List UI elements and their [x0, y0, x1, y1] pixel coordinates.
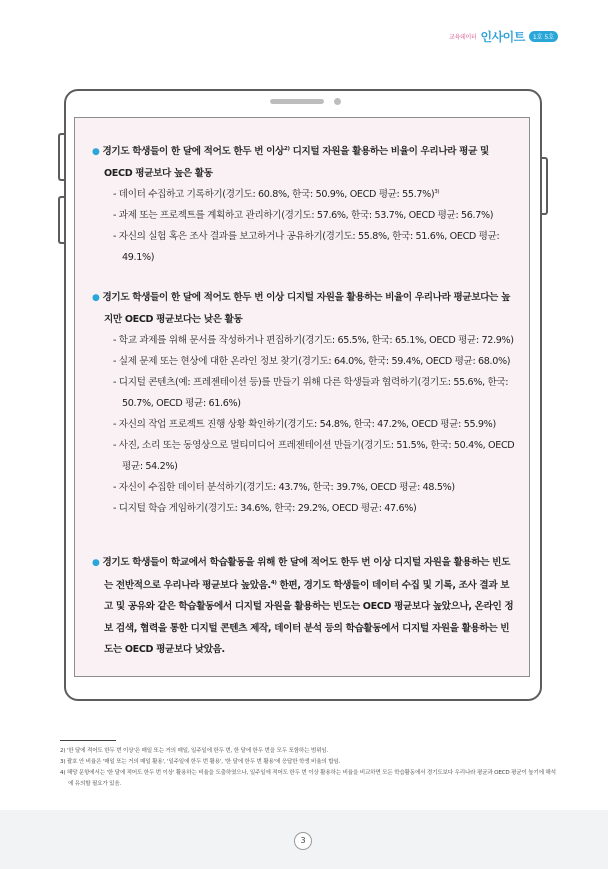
- footnote: 4) 해당 문항에서는 '한 달에 적어도 한두 번 이상' 활용하는 비율을 도출하였으나, 일주일에 적어도 한두 번 이상 활용하는 비율을 비교하면 모든 학습활동에서 경기도보다 우리나라 평균과 OECD 평균이 높기에 해석에 유의할 필요가 있음.: [60, 770, 556, 787]
- footnote: 2) '한 달에 적어도 한두 번 이상'은 매일 또는 거의 매일, 일주일에 한두 번, 한 달에 한두 번을 모두 포함하는 범위임.: [60, 748, 329, 754]
- list-item: - 실제 문제 또는 현상에 대한 온라인 정보 찾기(경기도: 64.0%, 한국: 59.4%, OECD 평균: 68.0%): [113, 356, 511, 367]
- brand-logo: [449, 28, 558, 45]
- findings-section-between-averages: [92, 287, 516, 519]
- list-item-text: - 데이터 수집하고 기록하기(경기도: 60.8%, 한국: 50.9%, OECD 평균: 55.7%): [113, 189, 435, 200]
- list-item: - 자신의 실험 혹은 조사 결과를 보고하거나 공유하기(경기도: 55.8%, 한국: 51.6%, OECD 평균: 49.1%): [113, 231, 500, 263]
- bullet-icon: ●: [92, 558, 100, 568]
- lead-text: 경기도 학생들이 한 달에 적어도 한두 번 이상 디지털 자원을 활용하는 비율이 우리나라 평균보다는 높지만 OECD 평균보다는 낮은 활동: [102, 292, 510, 325]
- tablet-camera: [334, 98, 341, 105]
- summary-text-a: 경기도 학생들이 학교에서 학습활동을 위해 한 달에 적어도 한두 번 이상 디지털 자원을 활용하는 빈도는 전반적으로 우리나라 평균보다 높았음.: [102, 557, 510, 591]
- list-item: - 디지털 콘텐츠(예: 프레젠테이션 등)를 만들기 위해 다른 학생들과 협력하기(경기도: 55.6%, 한국: 50.7%, OECD 평균: 61.6%): [113, 377, 509, 409]
- bullet-icon: ●: [92, 147, 100, 157]
- list-item: - 학교 과제를 위해 문서를 작성하거나 편집하기(경기도: 65.5%, 한국: 65.1%, OECD 평균: 72.9%): [113, 335, 514, 346]
- section-lead: [92, 141, 516, 184]
- issue-badge: 1호 5호: [529, 31, 558, 42]
- bullet-icon: ●: [92, 293, 100, 303]
- list-item: [102, 184, 516, 205]
- lead-text: 디지털 자원을 활용하는 비율이 우리나라 평균 및 OECD 평균보다 높은 활동: [104, 146, 489, 179]
- brand-title: 인사이트: [480, 30, 525, 44]
- tablet-speaker: [270, 99, 324, 104]
- footnotes: [60, 746, 560, 790]
- summary-text-b: 한편, 경기도 학생들이 데이터 수집 및 기록, 조사 결과 보고 및 공유와 같은 학습활동에서 디지털 자원을 활용하는 빈도는 OECD 평균보다 높았으나, 온라인 정보 검색, 협력을 통한 디지털 콘텐츠 제작, 데이터 분석 등의 학습활동에서 디지털 자원을 활용하는 빈도는 OECD 평균보다 낮았음.: [104, 579, 514, 655]
- page-number: 3: [294, 832, 312, 850]
- summary-text: [92, 552, 516, 661]
- section-lead: [92, 287, 516, 330]
- footnote-ref: 2): [283, 146, 290, 152]
- lead-text: 경기도 학생들이 한 달에 적어도 한두 번 이상: [102, 146, 284, 157]
- list-item: - 사진, 소리 또는 동영상으로 멀티미디어 프레젠테이션 만들기(경기도: 51.5%, 한국: 50.4%, OECD 평균: 54.2%): [113, 440, 515, 472]
- footnote: 3) 괄호 안 비율은 '매일 또는 거의 매일 활용', '일주일에 한두 번 활용', '한 달에 한두 번 활용'에 응답한 학생 비율의 합임.: [60, 759, 341, 765]
- list-item: - 과제 또는 프로젝트를 계획하고 관리하기(경기도: 57.6%, 한국: 53.7%, OECD 평균: 56.7%): [113, 210, 494, 221]
- list-item: - 자신이 수집한 데이터 분석하기(경기도: 43.7%, 한국: 39.7%, OECD 평균: 48.5%): [113, 482, 455, 493]
- findings-section-above-average: [92, 141, 516, 268]
- footnote-divider: [60, 740, 116, 741]
- summary-section: [92, 552, 516, 661]
- footnote-ref: 3): [434, 189, 440, 195]
- brand-subtitle: 교육데이터: [449, 34, 477, 41]
- list-item: - 자신의 작업 프로젝트 진행 상황 확인하기(경기도: 54.8%, 한국: 47.2%, OECD 평균: 55.9%): [113, 419, 496, 430]
- footnote-ref: 4): [270, 579, 277, 586]
- list-item: - 디지털 학습 게임하기(경기도: 34.6%, 한국: 29.2%, OECD 평균: 47.6%): [113, 503, 417, 514]
